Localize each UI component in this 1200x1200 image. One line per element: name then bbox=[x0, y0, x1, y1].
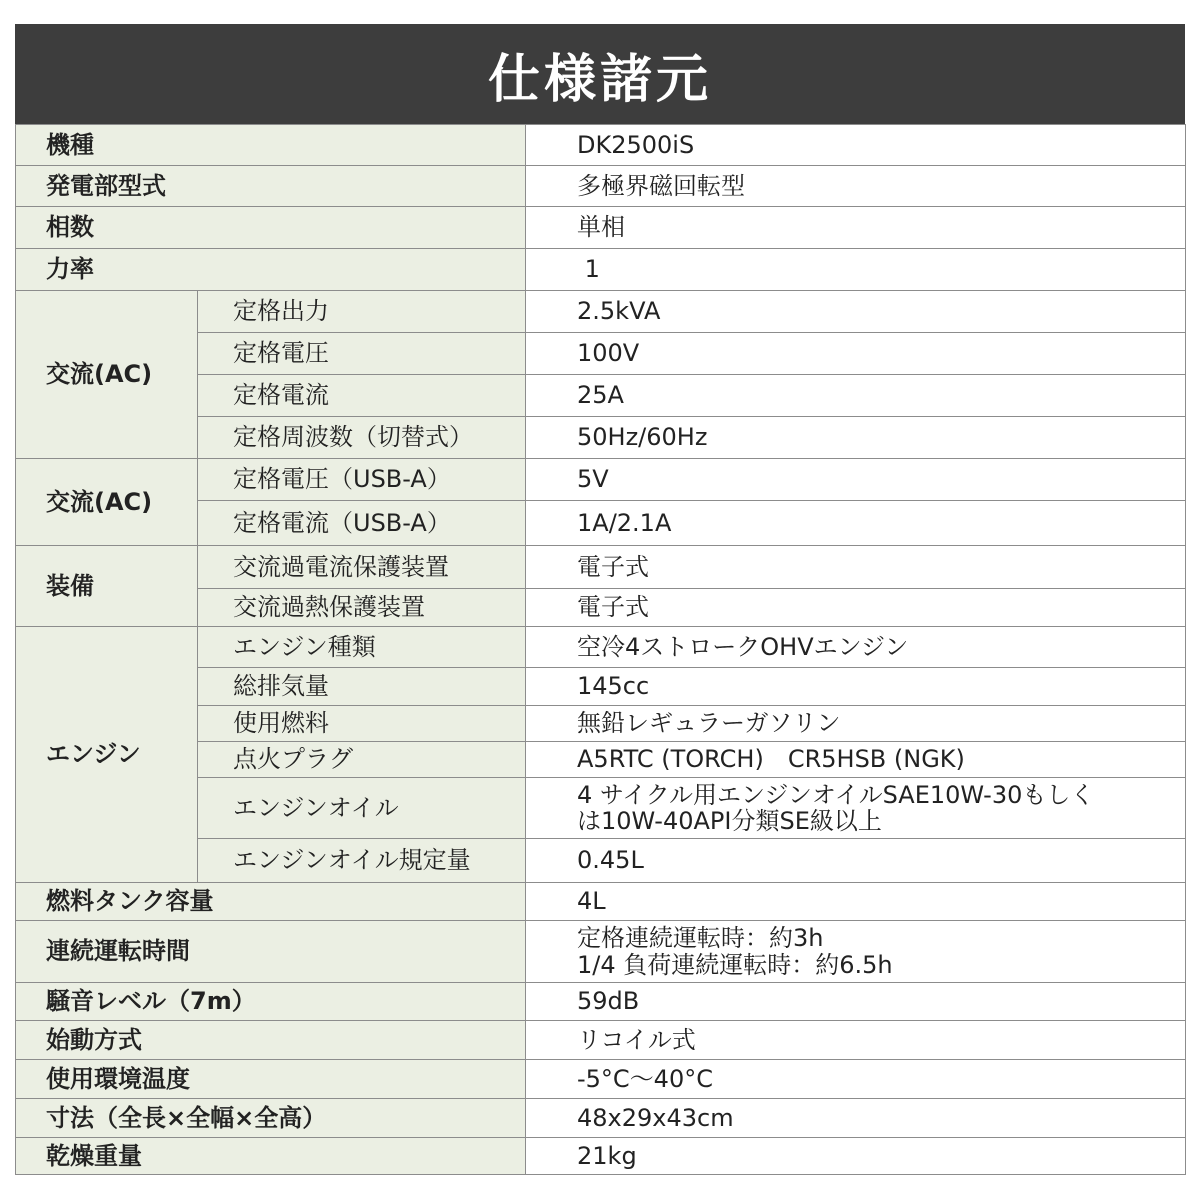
spec-value: 1A/2.1A bbox=[526, 501, 1186, 546]
spec-sublabel: 定格周波数（切替式） bbox=[198, 417, 526, 459]
spec-sublabel: エンジンオイル規定量 bbox=[198, 839, 526, 883]
spec-value: -5°C〜40°C bbox=[526, 1060, 1186, 1099]
spec-value: 無鉛レギュラーガソリン bbox=[526, 706, 1186, 742]
spec-sublabel: 総排気量 bbox=[198, 668, 526, 706]
spec-value: 4L bbox=[526, 883, 1186, 921]
spec-value: 0.45L bbox=[526, 839, 1186, 883]
spec-sublabel: 定格出力 bbox=[198, 291, 526, 333]
spec-value: 電子式 bbox=[526, 546, 1186, 589]
table-row bbox=[16, 921, 1186, 983]
spec-value: 2.5kVA bbox=[526, 291, 1186, 333]
table-row bbox=[16, 1099, 1186, 1138]
spec-table bbox=[15, 124, 1186, 1175]
spec-value-line: 4 サイクル用エンジンオイルSAE10W-30もしく bbox=[577, 780, 1095, 809]
group-label: 交流(AC) bbox=[16, 459, 198, 546]
spec-value: 59dB bbox=[526, 983, 1186, 1021]
group-label: 交流(AC) bbox=[16, 291, 198, 459]
spec-value: 48x29x43cm bbox=[526, 1099, 1186, 1138]
spec-sublabel: 定格電圧（USB-A） bbox=[198, 459, 526, 501]
spec-value: 145cc bbox=[526, 668, 1186, 706]
spec-label: 連続運転時間 bbox=[16, 921, 526, 983]
table-row bbox=[16, 125, 1186, 166]
spec-value: 25A bbox=[526, 375, 1186, 417]
spec-value: 21kg bbox=[526, 1138, 1186, 1175]
spec-value-line: は10W-40API分類SE級以上 bbox=[577, 807, 882, 835]
spec-label: 騒音レベル（7m） bbox=[16, 983, 526, 1021]
spec-label: 使用環境温度 bbox=[16, 1060, 526, 1099]
spec-value bbox=[526, 921, 1186, 983]
spec-value-line: 定格連続運転時：約3h bbox=[577, 924, 824, 953]
group-label: 装備 bbox=[16, 546, 198, 627]
spec-value: 1 bbox=[526, 249, 1186, 291]
table-row bbox=[16, 883, 1186, 921]
spec-value: A5RTC (TORCH) CR5HSB (NGK) bbox=[526, 742, 1186, 778]
group-label: エンジン bbox=[16, 627, 198, 883]
spec-value: 100V bbox=[526, 333, 1186, 375]
spec-value: 50Hz/60Hz bbox=[526, 417, 1186, 459]
spec-value: 単相 bbox=[526, 207, 1186, 249]
spec-label: 乾燥重量 bbox=[16, 1138, 526, 1175]
spec-sublabel: 定格電流 bbox=[198, 375, 526, 417]
spec-value: 5V bbox=[526, 459, 1186, 501]
spec-sheet bbox=[15, 24, 1185, 1175]
spec-sublabel: 定格電流（USB-A） bbox=[198, 501, 526, 546]
spec-sublabel: 使用燃料 bbox=[198, 706, 526, 742]
spec-value: 電子式 bbox=[526, 589, 1186, 627]
spec-sublabel: エンジン種類 bbox=[198, 627, 526, 668]
spec-value: DK2500iS bbox=[526, 125, 1186, 166]
spec-sublabel: 点火プラグ bbox=[198, 742, 526, 778]
spec-label: 発電部型式 bbox=[16, 166, 526, 207]
table-row bbox=[16, 1060, 1186, 1099]
spec-label: 相数 bbox=[16, 207, 526, 249]
spec-label: 燃料タンク容量 bbox=[16, 883, 526, 921]
table-row bbox=[16, 1021, 1186, 1060]
spec-sublabel: 交流過電流保護装置 bbox=[198, 546, 526, 589]
spec-value-line: 1/4 負荷連続運転時：約6.5h bbox=[577, 950, 893, 979]
spec-sublabel: 定格電圧 bbox=[198, 333, 526, 375]
table-row bbox=[16, 459, 1186, 501]
table-row bbox=[16, 1138, 1186, 1175]
spec-value: リコイル式 bbox=[526, 1021, 1186, 1060]
table-row bbox=[16, 291, 1186, 333]
spec-value: 空冷4ストロークOHVエンジン bbox=[526, 627, 1186, 668]
spec-label: 力率 bbox=[16, 249, 526, 291]
spec-label: 始動方式 bbox=[16, 1021, 526, 1060]
spec-label: 機種 bbox=[16, 125, 526, 166]
table-row bbox=[16, 983, 1186, 1021]
spec-value bbox=[526, 778, 1186, 839]
table-row bbox=[16, 546, 1186, 589]
table-row bbox=[16, 249, 1186, 291]
spec-value: 多極界磁回転型 bbox=[526, 166, 1186, 207]
table-row bbox=[16, 166, 1186, 207]
page-title: 仕様諸元 bbox=[15, 24, 1185, 124]
spec-sublabel: 交流過熱保護装置 bbox=[198, 589, 526, 627]
spec-sublabel: エンジンオイル bbox=[198, 778, 526, 839]
spec-label: 寸法（全長×全幅×全高） bbox=[16, 1099, 526, 1138]
table-row bbox=[16, 627, 1186, 668]
table-row bbox=[16, 207, 1186, 249]
